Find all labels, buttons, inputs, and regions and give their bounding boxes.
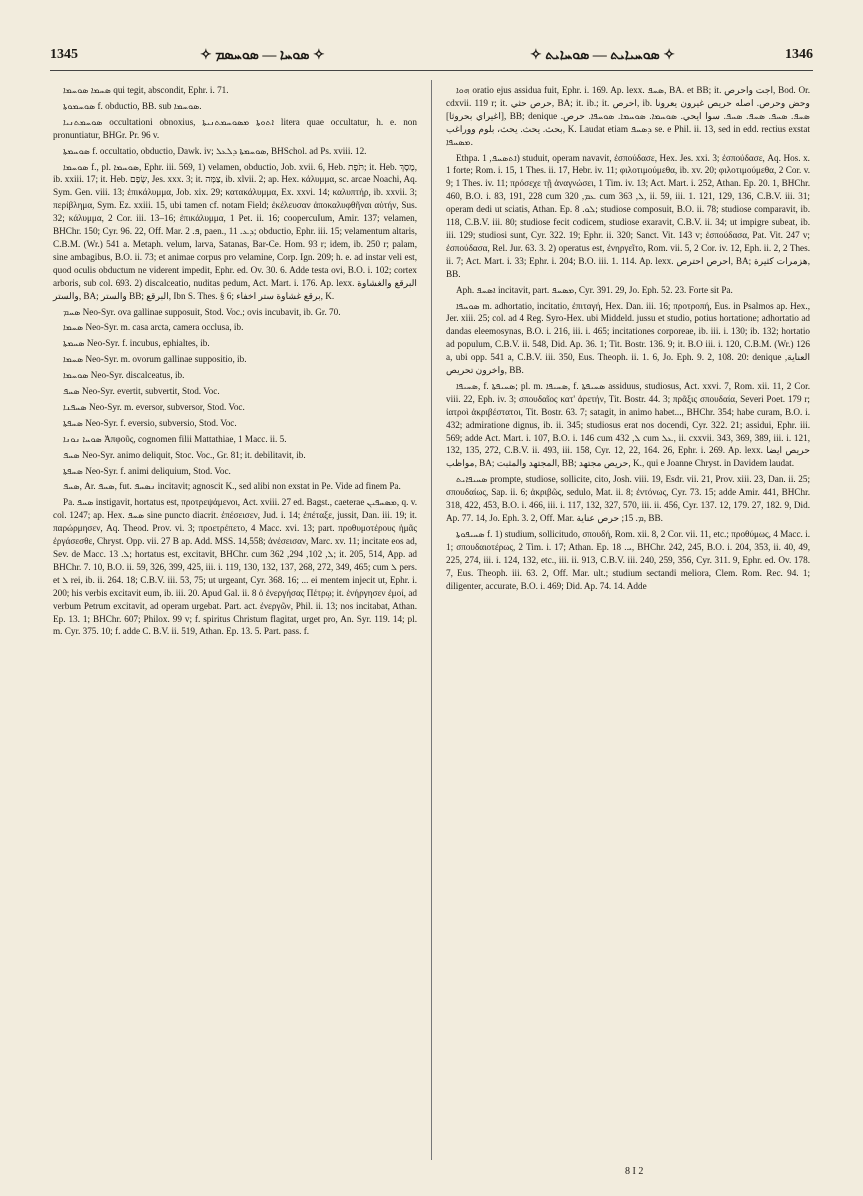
dictionary-entry: ܣܚܦܬܐ Neo-Syr. f. animi deliquium, Stod. Voc. [63,465,231,476]
dictionary-entry: Aph. ܐܣܚܦ incitavit, part. ܡܣܚܦ, Cyr. 391. 29, Jo. Eph. 52. 23. Forte sit Pa. [456,284,733,295]
left-running-headword: ✧ ܣܘܚܐ — ܣܘܚܣܡ ✧ [200,48,325,63]
dictionary-entry: ܗܘܐ oratio ejus assidua fuit, Ephr. i. 169. Ap. lexx. ܣܚܦ, BA. et BB; it. اجت واحرص, Bod. Or. cdxvii. 119 r; it. حرص حثي, BA; it. ib.; it. احرص, ib. وحض وحرص. اصله حريص غيرون يعرونا [اغيراي بحروثا], BB; denique ܣܚܦ. ܣܚܦ. ܣܚܦ. ܣܚܦ. سوا ايحي. ܣܘܚܡܐ. ܣܘܚܡܐ. ܣܘܚܦܐ. حرص. بحث. يحث. يحث، بلوم ووراغب, K. Laudat etiam ܕܣܚܦ se. e Phil. ii. 13, sed in edd. rectius exstat ܡܣܚܦܐ. [446,85,810,147]
dictionary-entry: ܣܘܚܡܬܢܝܐ occultationi obnoxius, ܐܬܘܬܐ ܡܣܘܚܡܬܢܝܬܐ litera quae occultatur, h. e. non pronuntiatur, BHGr. Pr. 96 v. [53,116,417,140]
dictionary-entry: ܣܚܦܬܐ Neo-Syr. f. eversio, subversio, Stod. Voc. [63,417,237,428]
dictionary-entry: ܣܚܡܐ Neo-Syr. m. ovorum gallinae suppositio, ib. [63,354,247,365]
dictionary-entry: ܣܚܦ, Ar. ܣܚܦ, fut. ܢܣܚܦ incitavit; agnoscit K., sed alibi non exstat in Pe. Vide ad finem Pa. [63,481,401,492]
dictionary-entry: ܣܚܡܐ Neo-Syr. m. casa arcta, camera occlusa, ib. [63,322,244,333]
dictionary-entry: ܣܚܦ Neo-Syr. animo deliquit, Stoc. Voc., Gr. 81; it. debilitavit, ib. [63,449,306,460]
dictionary-entry: ܣܚܦ Neo-Syr. evertit, subvertit, Stod. Voc. [63,386,220,397]
dictionary-entry: ܣܘܚܡܐ Neo-Syr. discalceatus, ib. [63,370,185,381]
dictionary-entry: ܣܘܚܡܐ f., pl. ܣܘܚܡܐ, Ephr. iii. 569, 1) velamen, obductio, Job. xvii. 6, Heb. תֹּפֶת; it. Heb. מָסָךְ, ib. xxiii. 17; it. Heb. שָׂפָם, Jes. xxx. 3; it. צַמָּה, ib. xlvii. 2; ap. Hex. κάλυμμα, sc. arcae Noachi, Aq. Sym. Gen. viii. 13; ἐπικάλυμμα, Job. xix. 29; κατακάλυμμα, Ex. xxvi. 14; καλυπτήρ, ib. xxvii. 3; περίβλημα, Sym. Ez. xxiii. 15, ubi tamen cf. notam Field; ἐκέλευσαν ἀποκαλυφθῆναι αὐτήν, Sus. 32; κάλυμμα, 2 Cor. iii. 13–16; ἐπικάλυμμα, 1 Pet. ii. 16; coopercuIum, Amir. 137; velamen, BHChr. 150; Cyr. 96. 22, Off. Mar. ܦ. 2, paen., ܕܥ. 11; obductio, Ephr. iii. 15; velamentum altaris, C.B.M. (Wr.) 541 a. Metaph. velum, larva, Satanas, Bar-Ce. Hom. 93 r; idem, ib. 250 r; palam, sine ambagibus, B.O. ii. 73; et animae corpus pro velamine, Corp. Ign. 209; h. e. ad instar veli est, quod oculis obductum ne viderent impedit, Ephr. ed. Ov. 30. 6. Adde testa ovi, B.O. i. 102; cortex arboris, sub col. 693. 2) discalceatio, nuditas pedum, Act. Mart. i. 176. Ap. lexx. البرقع والغشاوة والستر, BA; والستر BB; البرقع, Ibn S. Thes. § 6; برقع غشاوة ستر اخفاء, K. [53,161,418,301]
dictionary-entry: ܣܚܡܐ ܣܘܚܡܐ qui tegit, abscondit, Ephr. i. 71. [63,85,229,95]
column-divider [431,80,432,1160]
dictionary-entry: ܣܚܝܦܘܬܐ f. 1) studium, sollicitudo, σπουδή, Rom. xii. 8, 2 Cor. vii. 11, etc.; προθύμως, 4 Macc. i. 1; σπουδαιοτέρως, 2 Tim. i. 17; Athan. Ep. ܝ. 18, BHChr. 242, 245, B.O. i. 204, 353, ii. 40, 49, 225, 274, iii. i. 124, 132, etc., iii. ii. 913, C.B.V. iii. 240, 259, 356, Cyr. 311. 9, Ephr. ed. Ov. 178. 7, Eus. Theoph. iii. 63. 2, Off. Mar. ult.; studium sectandi meliora, Clem. Rom. Rec. 94. 1; diligenter, accurate, B.O. i. 469; Did. Ap. 74. 14. Adde [446,528,810,591]
dictionary-entry: ܣܘܚܦܐ m. adhortatio, incitatio, ἐπιταγή, Hex. Dan. iii. 16; προτροπή, Eus. in Psalmos ap. Hex., Jer. xiii. 25; col. ad 4 Reg. Syro-Hex. ubi Middeld. jussu et studio, potius hortatione; adhortatio ad dandas eleemosynas, B.O. i. 216, iii. i. 465; incitationes corporeae, ib. iii. i. 130; ib. 132; hortatio ad populum, C.B.V. ii. 548, Did. Ap. 36. 1; Tit. Bostr. 136. 9; it. B.O iii. i. 120, C.B.M. (Wr.) 126 a, ubi opp. 541 a, C.B.V. iii. 350, Eus. Theoph. ii. 1. 6, Jo. Eph. 9. 2, 108. 20: denique العناية, واخرون تحريص, BB. [446,300,810,376]
dictionary-entry: Pa. ܣܚܦ instigavit, hortatus est, προτρεψάμενοι, Act. xviii. 27 ed. Bagst., caeterae ܡܣܚܦܝܢ, q. v. col. 1247; ap. Hex. ܣܚܦ sine puncto diacrit. ἐπέσεισεν, Jud. i. 14; ἐπέταξε, jussit, Dan. iii. 19; it. παρώρμησεν, Aq. Theod. Prov. vi. 3; προετρέπετο, 4 Macc. xvi. 13; part. προθυμοτέρους ἡμᾶς ἐργάσεσθε, Chryst. Opp. vii. 27 B ap. Add. MSS. 14,558; ἀνέσεισαν, Marc. xv. 11; incitate eos ad, Sev. de Macc. ܠ. 13; hortatus est, excitavit, BHChr. cum ܠ, 102, 294, 362; it. 205, 514, App. ad BHChr. 7. 10, B.O. ii. 59, 326, 399, 425, iii. i. 119, 130, 132, 137, 268, 272, 349, 465; cum ܠ pers. et ܠ rei, ib. ii. 264. 18; C.B.V. iii. 53, 75; ut urgeant, Cyr. 368. 16; ... ei mentem injecit ut, Ephr. i. 200; his verbis excitavit eum, ib. iii. 20. Apud Gal. ii. 8 ὁ ἐνεργήσας Πέτρῳ; it. ἐνήργησεν ἐμοί, ad verbum Petrum excitavit, ad operam urgebat. Part. act. ἐνεργῶν, Phil. ii. 13; nos incitabat, Athan. Ep. 13. 1; BHChr. 607; Philox. 99 v; f. spiritus Christum flagitat, urget pro, An. Syr. 119. 14; pl. m. Cyr. 375. 10; f. adde C. B.V. ii. 519, Athan. Ep. 13. 5. Part. pass. f. [53,497,418,637]
header-rule [50,70,813,71]
left-page-number: 1345 [50,47,78,62]
dictionary-entry: ܣܘܚܡܘܬܐ f. obductio, BB. sub ܣܘܚܡܐ. [63,100,202,111]
dictionary-entry: ܣܘܚܐ ܢܘܢܐ Ἀπφοῦς, cognomen filii Mattathiae, 1 Macc. ii. 5. [63,433,287,444]
signature-mark: 8 I 2 [625,1166,644,1177]
dictionary-entry: ܣܚܝܦܐ, f. ܣܚܝܦܬܐ; pl. m. ܣܚܝܦܐ, f. ܣܚܝܦܬܐ assiduus, studiosus, Act. xxvi. 7, Rom. xii. 11, 2 Cor. viii. 22, Eph. iv. 3; σπουδαῖος κατ' ἀρετήν, Tit. Bostr. 44. 3; πρᾶξις σπουδαία, Severi Poet. 179 r; ἰατροὶ ἀκριβέστατοι, Tit. Bostr. 63. 7; satagit, in animo habet..., BHChr. 354; habe curam, B.O. i. 432; admiratione dignus, ib. ii. 345; studiosus erat nos docendi, Cyr. 322. 21; assidui, Ephr. iii. 569; adde Act. Mart. i. 107, B.O. i. 146 cum ܠ, 432 cum ܥܠ, ii. cxxvii. 343, 369, 389, iii. i. 121, 132, 135, 272, C.B.V. ii. 493, iii. 158, Cyr. 12, 22, 164. 26, Ephr. i. 269. Ap. lexx. حريص ايضا مواظب, BA; المجتهد والمثبت, BB; حريص مجتهد, K., qui e Joanne Chryst. in Davidem laudat. [446,380,810,469]
dictionary-entry: ܣܚܦܢܐ Neo-Syr. m. eversor, subversor, Stod. Voc. [63,401,245,412]
right-column [446,84,810,595]
dictionary-entry: ܣܚܝܦܐܝܬ prompte, studiose, sollicite, cito, Josh. viii. 19, Esdr. vii. 21, Prov. xiii. 23, Dan. ii. 25; σπουδαίως, Sap. ii. 6; ἀκριβῶς, sedulo, Mat. ii. 8; ἐντόνως, Cyr. 73. 15; adde Amir. 441, BHChr. 318, 422, 453, B.O. i. 466, iii. i. 117, 132, 327, 570, iii. ii. 456, Cyr. 137. 12, 179. 27, 182. 9, Did. Ap. 77. 14, Jo. Eph. 3. 2, Off. Mar. ܡ. 15; حرص عناية, BB. [446,474,810,523]
right-running-headword: ✧ ܣܘܚܝܐܝܬ — ܣܘܚܐܝܬ ✧ [530,48,675,63]
left-column [53,84,417,641]
dictionary-entry: Ethpa. ܐܬܣܚܦ, 1) studuit, operam navavit, ἐσπούδασε, Hex. Jes. xxi. 3; ἐσπούδασε, Aq. Hos. x. 1 forte; Rom. i. 15, 1 Thes. ii. 17, Hebr. iv. 11; φιλοτιμούμεθα, ib. xv. 20; φιλοτιμούμεθα, 2 Cor. v. 9; 1 Thes. iv. 11; πρόσεχε τῇ ἀναγνώσει, 1 Tim. iv. 13; Act. Mart. i. 252, Athan. Ep. 20. 1, BHChr. 460, B.O. i. 83, 191, 228 cum ܥܡ, 320 cum ܠ, 363, ii. 59, iii. 1. 121, 129, 136, C.B.V. iii. 31; operam dedi ut sciatis, Athan. Ep. ܠܘ. 8; studiose composuit, B.O. ii. 78; studiose comparavit, ib. 118, C.B.V. iii. 80; studiose fecit codicem, studiose exaravit, C.B.V. ii. 34; ut impigre subeat, ib. iii. 129; studiosi sunt, Cyr. 322. 19; Ephr. ii. 320; Sanct. Vit. 143 v; ἐσπούδασα, Pat. Vit. 247 v; ἐσπούδασα, Rel. Jur. 63. 3. 2) operatus est, ἐνηργεῖτο, Rom. vii. 5, 2 Cor. iv. 12, Eph. ii. 2, 2 Thes. ii. 7; Act. Mart. i. 33; Ephr. i. 204; B.O. iii. 1. 114. Ap. lexx. احرص احترص, BA; هزمرات كثيرة, BB. [446,152,810,279]
dictionary-entry: ܣܚܡ Neo-Syr. ova gallinae supposuit, Stod. Voc.; ovis incubavit, ib. Gr. 70. [63,306,341,317]
right-page-number: 1346 [785,47,813,62]
dictionary-entry: ܣܘܚܡܬܐ f. occultatio, obductio, Dawk. iv; ܣܘܚܡܬܐ ܕܠܥܠ, BHSchol. ad Ps. xviii. 12. [63,145,367,156]
running-header [50,47,813,69]
dictionary-entry: ܣܚܡܬܐ Neo-Syr. f. incubus, ephialtes, ib. [63,338,210,349]
